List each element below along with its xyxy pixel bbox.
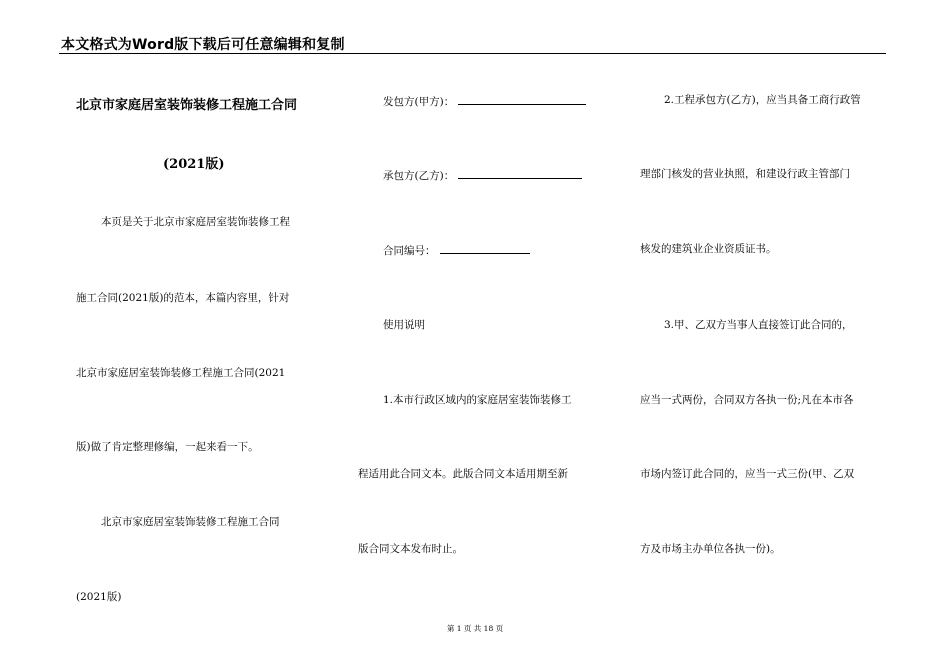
paragraph-line: (2021版) <box>76 591 122 603</box>
banner-divider <box>59 53 886 54</box>
paragraph-line: 核发的建筑业企业资质证书。 <box>640 243 777 255</box>
paragraph-line: 市场内签订此合同的，应当一式三份(甲、乙双 <box>640 468 855 480</box>
document-edition: (2021版) <box>163 157 225 172</box>
section-heading: 使用说明 <box>383 319 425 331</box>
contract-number-blank <box>440 242 530 254</box>
page-number: 第 1 页 共 18 页 <box>446 624 504 633</box>
paragraph-line: 3.甲、乙双方当事人直接签订此合同的， <box>664 319 853 331</box>
paragraph-line: 本页是关于北京市家庭居室装饰装修工程 <box>101 216 290 228</box>
contract-number-field <box>383 242 530 258</box>
paragraph-line: 理部门核发的营业执照，和建设行政主管部门 <box>640 168 850 180</box>
party-b-blank <box>458 167 582 179</box>
contract-number-label: 合同编号： <box>383 245 436 257</box>
paragraph-line: 2.工程承包方(乙方)，应当具备工商行政管 <box>664 94 861 106</box>
paragraph-line: 版)做了肯定整理修编，一起来看一下。 <box>76 441 259 453</box>
party-b-field <box>383 167 582 183</box>
document-title: 北京市家庭居室装饰装修工程施工合同 <box>76 98 298 113</box>
paragraph-line: 施工合同(2021版)的范本，本篇内容里，针对 <box>76 292 290 304</box>
party-a-blank <box>458 93 586 105</box>
paragraph-line: 北京市家庭居室装饰装修工程施工合同 <box>101 516 280 528</box>
download-banner: 本文格式为Word版下载后可任意编辑和复制 <box>61 37 345 53</box>
party-a-label: 发包方(甲方)： <box>383 96 455 108</box>
paragraph-line: 1.本市行政区域内的家庭居室装饰装修工 <box>383 394 572 406</box>
party-a-field <box>383 93 586 109</box>
paragraph-line: 版合同文本发布时止。 <box>358 543 463 555</box>
paragraph-line: 北京市家庭居室装饰装修工程施工合同(2021 <box>76 367 286 379</box>
paragraph-line: 应当一式两份，合同双方各执一份;凡在本市各 <box>640 394 854 406</box>
paragraph-line: 方及市场主办单位各执一份)。 <box>640 543 781 555</box>
party-b-label: 承包方(乙方)： <box>383 170 455 182</box>
paragraph-line: 程适用此合同文本。此版合同文本适用期至新 <box>358 468 568 480</box>
